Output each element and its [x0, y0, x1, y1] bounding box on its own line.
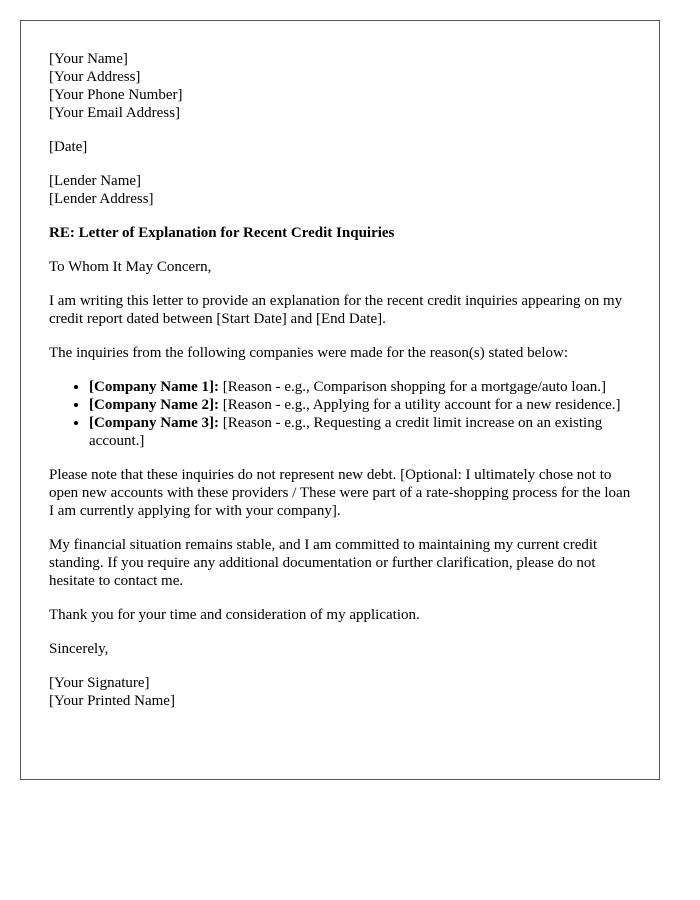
letter-page [20, 20, 660, 780]
recipient-address: [Lender Address] [49, 191, 154, 207]
date-line: [Date] [49, 139, 88, 155]
sender-email: [Your Email Address] [49, 105, 180, 121]
stability-paragraph: My financial situation remains stable, and I am committed to maintaining my current credit standing. If you require any additional documentation or further clarification, please do not hesitate to contact me. [49, 537, 598, 589]
recipient-name: [Lender Name] [49, 173, 142, 189]
sender-phone: [Your Phone Number] [49, 87, 183, 103]
note-paragraph: Please note that these inquiries do not represent new debt. [Optional: I ultimately chose not to open new accounts with these providers / These were part of a rate-shopping process for the loan I am currently applying for with your company]. [49, 467, 631, 519]
list-intro-paragraph: The inquiries from the following companies were made for the reason(s) stated below: [49, 345, 569, 361]
company-name: [Company Name 2]: [89, 397, 219, 413]
inquiry-reason: [Reason - e.g., Applying for a utility account for a new residence.] [218, 397, 621, 413]
thanks-paragraph: Thank you for your time and consideration of my application. [49, 607, 420, 623]
closing-line: Sincerely, [49, 641, 109, 657]
sender-name: [Your Name] [49, 51, 128, 67]
list-item [89, 396, 631, 414]
signature-block [49, 674, 631, 710]
printed-name-line: [Your Printed Name] [49, 693, 175, 709]
recipient-block [49, 172, 631, 208]
intro-paragraph: I am writing this letter to provide an explanation for the recent credit inquiries appearing on my credit report dated between [Start Date] and [End Date]. [49, 293, 623, 327]
company-name: [Company Name 3]: [89, 415, 219, 431]
inquiry-reason: [Reason - e.g., Requesting a credit limit increase on an existing account.] [89, 415, 603, 449]
subject-line: RE: Letter of Explanation for Recent Credit Inquiries [49, 225, 395, 241]
company-name: [Company Name 1]: [89, 379, 219, 395]
signature-line: [Your Signature] [49, 675, 150, 691]
salutation: To Whom It May Concern, [49, 259, 212, 275]
inquiry-list [49, 378, 631, 450]
sender-block [49, 50, 631, 122]
inquiry-reason: [Reason - e.g., Comparison shopping for a mortgage/auto loan.] [218, 379, 606, 395]
list-item [89, 378, 631, 396]
list-item [89, 414, 631, 450]
sender-address: [Your Address] [49, 69, 141, 85]
